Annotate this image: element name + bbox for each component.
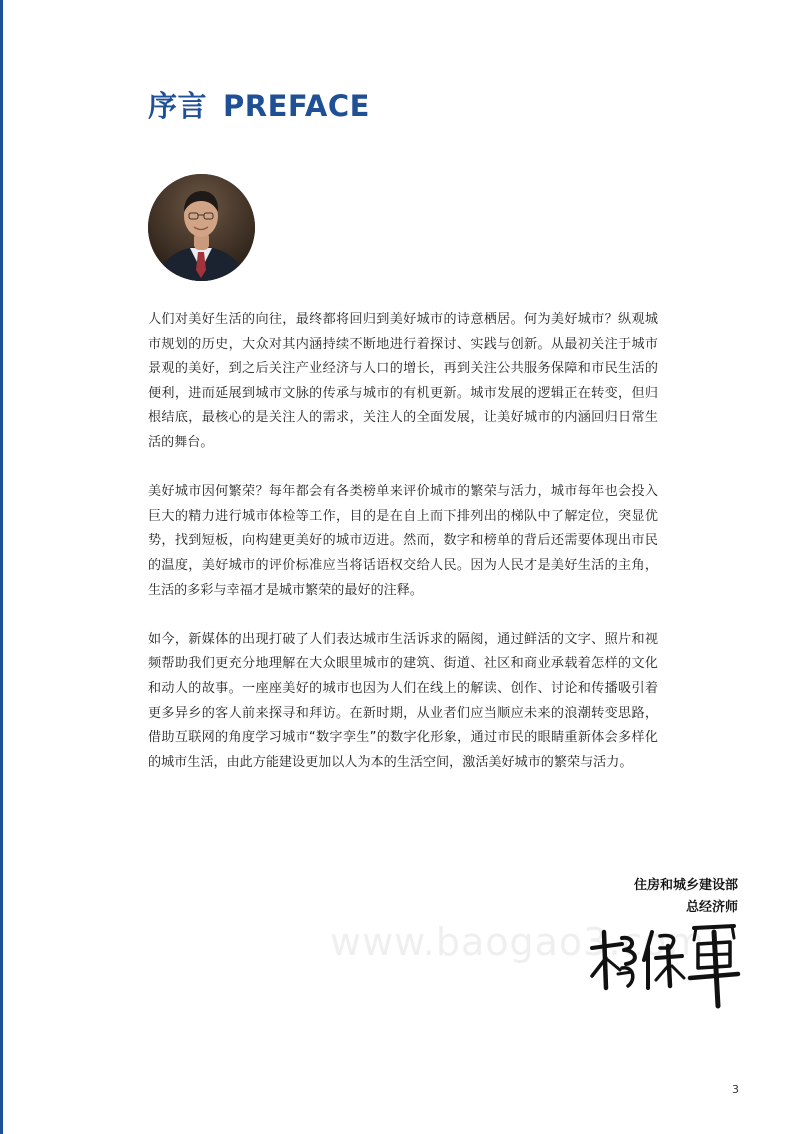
title-english: PREFACE [223, 89, 370, 123]
paragraph: 美好城市因何繁荣？每年都会有各类榜单来评价城市的繁荣与活力，城市每年也会投入巨大的精力进行城市体检等工作，目的是在自上而下排列出的梯队中了解定位，突显优势，找到短板，向构建更美好的城市迈进。然而，数字和榜单的背后还需要体现出市民的温度，美好城市的评价标准应当将话语权交给人民。因为人民才是美好生活的主角，生活的多彩与幸福才是城市繁荣的最好的注释。 [148, 484, 658, 598]
left-margin-rule [0, 0, 3, 1134]
author-position: 总经济师 [685, 900, 738, 915]
paragraph: 如今，新媒体的出现打破了人们表达城市生活诉求的隔阂，通过鲜活的文字、照片和视频帮助我们更充分地理解在大众眼里城市的建筑、街道、社区和商业承载着怎样的文化和动人的故事。一座座美好的城市也因为人们在线上的解读、创作、讨论和传播吸引着更多异乡的客人前来探寻和拜访。在新时期，从业者们应当顺应未来的浪潮转变思路，借助互联网的角度学习城市“数字孪生”的数字化形象，通过市民的眼睛重新体会多样化的城市生活，由此方能建设更加以人为本的生活空间，激活美好城市的繁荣与活力。 [148, 631, 658, 770]
watermark: www.baogao3.com [330, 920, 706, 964]
preface-body [148, 308, 658, 800]
author-organization: 住房和城乡建设部 [633, 878, 738, 893]
page-number: 3 [732, 1083, 739, 1096]
paragraph: 人们对美好生活的向往，最终都将回归到美好城市的诗意栖居。何为美好城市？纵观城市规划的历史，大众对其内涵持续不断地进行着探讨、实践与创新。从最初关注于城市景观的美好，到之后关注产业经济与人口的增长，再到关注公共服务保障和市民生活的便利，进而延展到城市文脉的传承与城市的有机更新。城市发展的逻辑正在转变，但归根结底，最核心的是关注人的需求，关注人的全面发展，让美好城市的内涵回归日常生活的舞台。 [148, 312, 658, 450]
portrait-photo-icon [148, 174, 255, 281]
handwritten-signature-icon [586, 918, 742, 1010]
author-signoff [634, 875, 738, 919]
title-chinese: 序言 [148, 89, 208, 123]
page-title [148, 84, 370, 125]
author-portrait [148, 174, 255, 281]
